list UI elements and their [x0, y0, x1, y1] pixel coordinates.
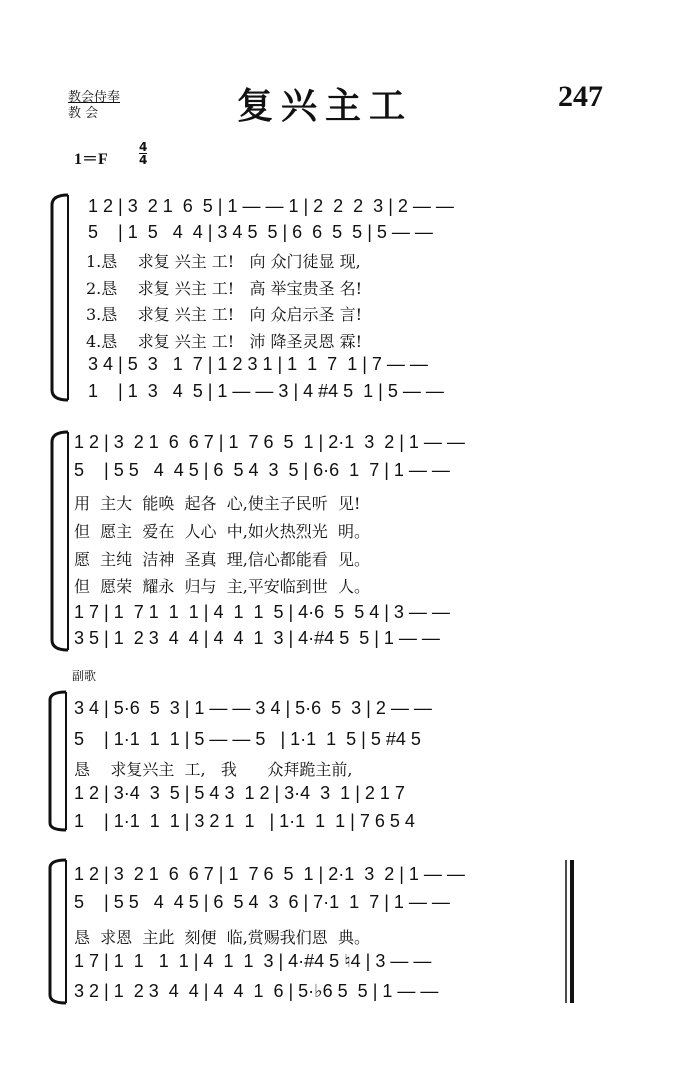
time-signature-top: 4 — [139, 140, 148, 154]
s3-bass: 1 | 1·1 1 1 | 3 2 1 1 | 1·1 1 1 | 7 6 5 4 — [74, 811, 415, 831]
s1-verse-4: 4.恳 求复 兴主 工! 沛 降圣灵恩 霖! — [86, 332, 363, 351]
s2-tenor: 1 7 | 1 7 1 1 1 | 4 1 1 5 | 4·6 5 5 4 | 3 — — — [74, 602, 450, 622]
s3-soprano: 3 4 | 5·6 5 3 | 1 — — 3 4 | 5·6 5 3 | 2 — — — [74, 698, 432, 718]
s4-alto: 5 | 5 5 4 4 5 | 6 5 4 3 6 | 7·1 1 7 | 1 — — — [74, 892, 450, 912]
s1-verse-2: 2.恳 求复 兴主 工! 高 举宝贵圣 名! — [86, 279, 363, 298]
hymn-number: 247 — [558, 80, 603, 113]
system1-bracket — [52, 195, 68, 400]
s4-soprano: 1 2 | 3 2 1 6 6 7 | 1 7 6 5 1 | 2·1 3 2 | 1 — — — [74, 864, 465, 884]
system4-bracket — [50, 860, 66, 1003]
category-line-2: 教 会 — [68, 106, 99, 121]
s2-alto: 5 | 5 5 4 4 5 | 6 5 4 3 5 | 6·6 1 7 | 1 — — — [74, 460, 450, 480]
s2-soprano: 1 2 | 3 2 1 6 6 7 | 1 7 6 5 1 | 2·1 3 2 | 1 — — — [74, 432, 465, 452]
hymn-title: 复兴主工 — [237, 85, 414, 127]
s1-tenor: 3 4 | 5 3 1 7 | 1 2 3 1 | 1 1 7 1 | 7 — — — [88, 354, 428, 374]
s3-alto: 5 | 1·1 1 1 | 5 — — 5 | 1·1 1 5 | 5 #4 5 — [74, 729, 421, 749]
s2-verse-2: 但 愿主 爱在 人心 中,如火热烈光 明。 — [74, 522, 370, 541]
refrain-label: 副歌 — [72, 669, 97, 683]
s1-verse-3: 3.恳 求复 兴主 工! 向 众启示圣 言! — [86, 305, 363, 324]
s4-tenor: 1 7 | 1 1 1 1 | 4 1 1 3 | 4·#4 5 ♮4 | 3 — — — [74, 951, 432, 971]
system3-bracket — [50, 692, 66, 830]
s1-alto: 5 | 1 5 4 4 | 3 4 5 5 | 6 6 5 5 | 5 — — — [88, 222, 433, 242]
category-line-1: 教会侍奉 — [68, 90, 121, 105]
s2-verse-1: 用 主大 能唤 起各 心,使主子民听 见! — [74, 494, 361, 513]
system2-bracket — [52, 432, 68, 650]
s4-bass: 3 2 | 1 2 3 4 4 | 4 4 1 6 | 5·♭6 5 5 | 1 — — — [74, 981, 439, 1001]
time-signature-bottom: 4 — [139, 153, 148, 167]
s1-bass: 1 | 1 3 4 5 | 1 — — 3 | 4 #4 5 1 | 5 — — — [88, 381, 444, 401]
s2-bass: 3 5 | 1 2 3 4 4 | 4 4 1 3 | 4·#4 5 5 | 1 — — — [74, 628, 440, 648]
s3-tenor: 1 2 | 3·4 3 5 | 5 4 3 1 2 | 3·4 3 1 | 2 1 7 — [74, 783, 405, 803]
key-signature: 1＝F — [74, 151, 108, 168]
s4-lyrics: 恳 求恩 主此 刻便 临,赏赐我们恩 典。 — [74, 928, 370, 947]
s1-verse-1: 1.恳 求复 兴主 工! 向 众门徒显 现, — [86, 252, 361, 271]
s3-lyrics: 恳 求复兴主 工, 我 众拜跪主前, — [74, 760, 353, 779]
s1-soprano: 1 2 | 3 2 1 6 5 | 1 — — 1 | 2 2 2 3 | 2 — — — [88, 196, 454, 216]
s2-verse-3: 愿 主纯 洁神 圣真 理,信心都能看 见。 — [74, 550, 370, 569]
s2-verse-4: 但 愿荣 耀永 归与 主,平安临到世 人。 — [74, 577, 370, 596]
